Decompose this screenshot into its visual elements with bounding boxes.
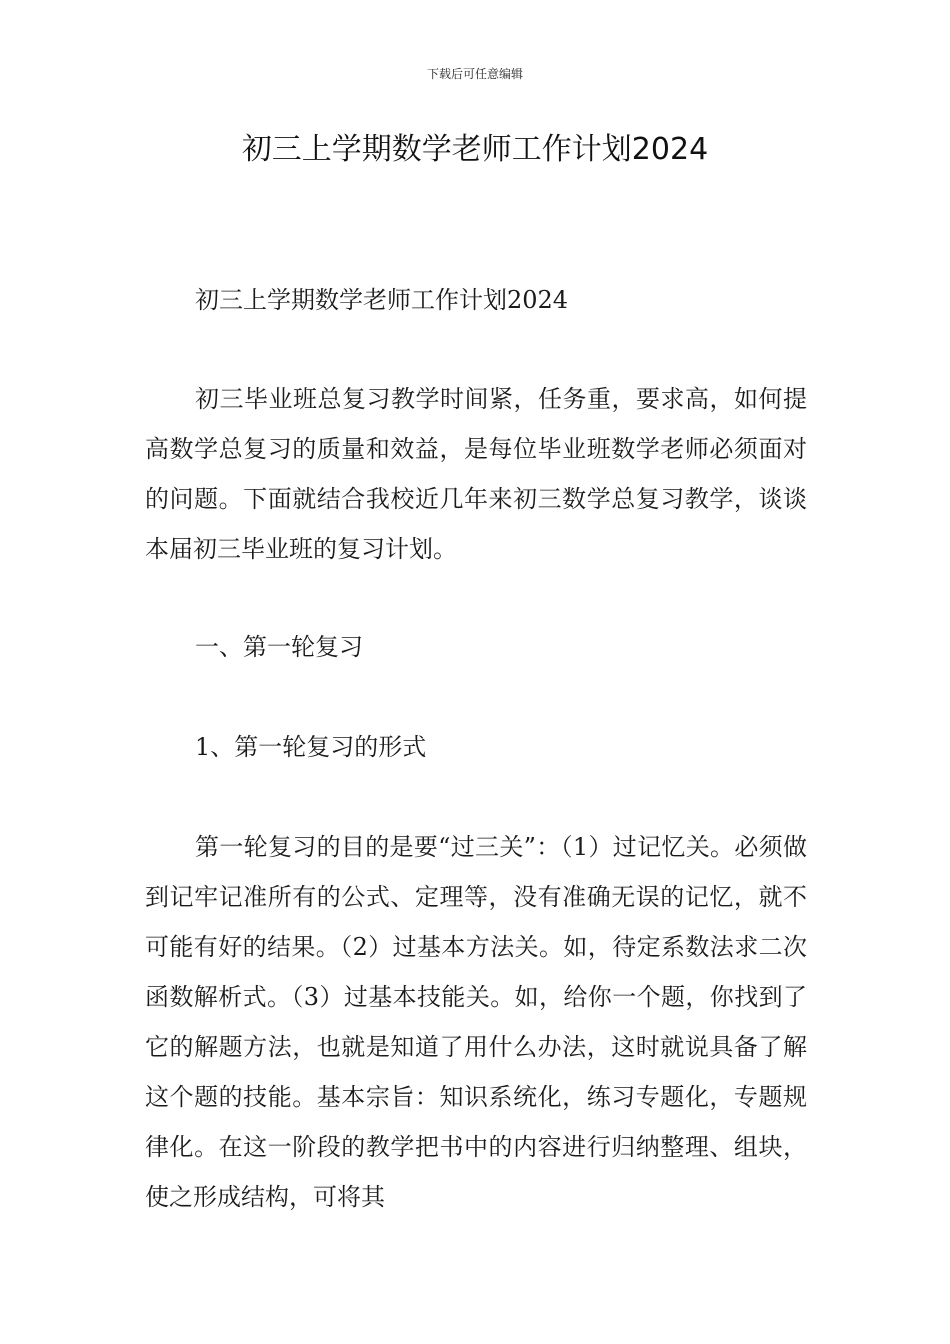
header-note: 下载后可任意编辑 [426, 67, 523, 81]
subtitle-paragraph: 初三上学期数学老师工作计划2024 [195, 286, 569, 314]
document-title: 初三上学期数学老师工作计划2024 [241, 132, 709, 167]
section-heading: 一、第一轮复习 [195, 633, 363, 661]
intro-paragraph: 初三毕业班总复习教学时间紧，任务重，要求高，如何提高数学总复习的质量和效益，是每位毕业班数学老师必须面对的问题。下面就结合我校近几年来初三数学总复习教学，谈谈本届初三毕业班的复习计划。 [145, 385, 807, 563]
body-paragraph: 第一轮复习的目的是要“过三关”：（1）过记忆关。必须做到记牢记准所有的公式、定理等，没有准确无误的记忆，就不可能有好的结果。（2）过基本方法关。如，待定系数法求二次函数解析式。（3）过基本技能关。如，给你一个题，你找到了它的解题方法，也就是知道了用什么办法，这时就说具备了解这个题的技能。基本宗旨：知识系统化，练习专题化，专题规律化。在这一阶段的教学把书中的内容进行归纳整理、组块，使之形成结构，可将其 [145, 833, 807, 1211]
subsection-heading: 1、第一轮复习的形式 [195, 733, 427, 761]
